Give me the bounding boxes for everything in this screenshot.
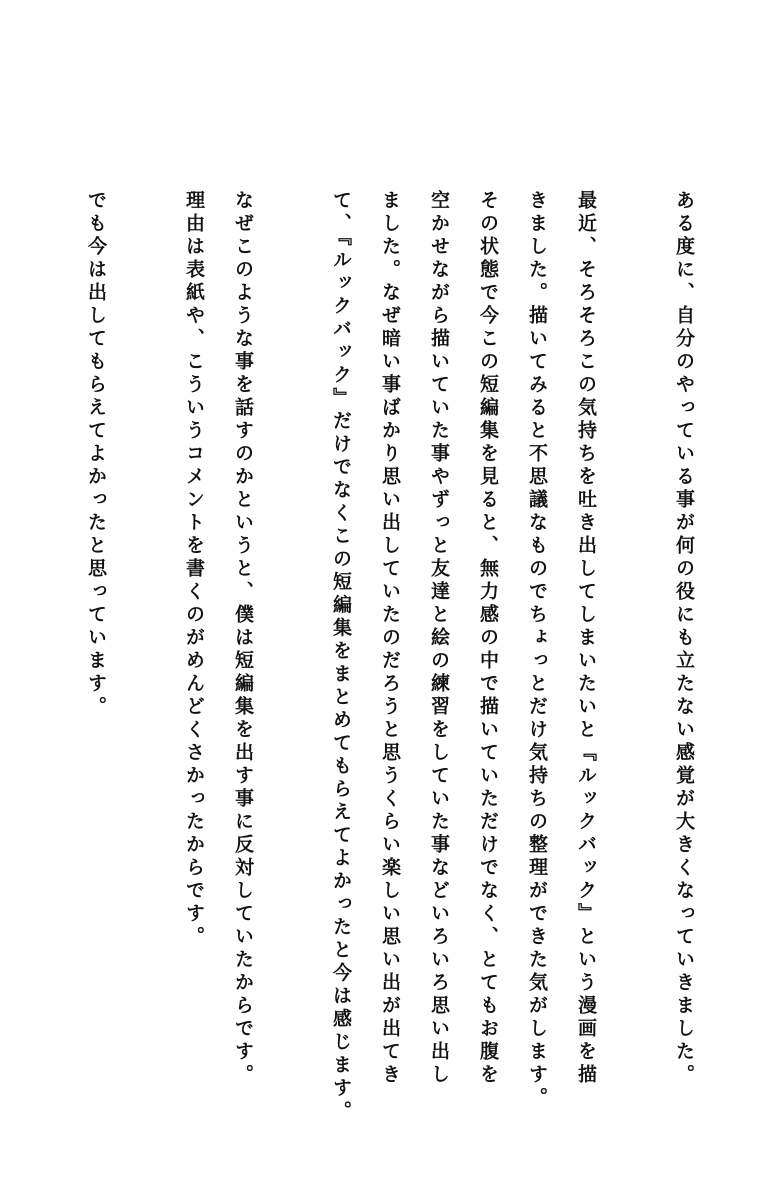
text-line: 空かせながら描いていた事やずっと友達と絵の練習をしていた事などいろいろ思い出し bbox=[428, 190, 450, 1087]
text-line: きました。描いてみると不思議なものでちょっとだけ気持ちの整理ができた気がします。 bbox=[526, 190, 548, 1110]
text-line: なぜこのような事を話すのかというと、僕は短編集を出す事に反対していたからです。 bbox=[232, 190, 254, 1087]
paragraph-3 bbox=[169, 190, 267, 1087]
paragraph-1 bbox=[659, 190, 708, 1087]
text-line: て、『ルックバック』だけでなくこの短編集をまとめてもらえてよかったと今は感じます。 bbox=[330, 190, 352, 1124]
text-line: その状態で今この短編集を見ると、無力感の中で描いていただけでなく、とてもお腹を bbox=[477, 190, 499, 1087]
text-line: ある度に、自分のやっている事が何の役にも立たない感覚が大きくなっていきました。 bbox=[673, 190, 695, 1087]
paragraph-4 bbox=[71, 190, 120, 1010]
paragraph-2 bbox=[316, 190, 610, 1124]
vertical-text-block bbox=[71, 190, 708, 1124]
text-line: ました。なぜ暗い事ばかり思い出していたのだろうと思うくらい楽しい思い出が出てき bbox=[379, 190, 401, 1087]
text-line: 理由は表紙や、こういうコメントを書くのがめんどくさかったからです。 bbox=[183, 190, 205, 949]
text-line: 最近、そろそろこの気持ちを吐き出してしまいたいと『ルックバック』という漫画を描 bbox=[575, 190, 597, 1087]
text-line: でも今は出してもらえてよかったと思っています。 bbox=[85, 190, 107, 719]
